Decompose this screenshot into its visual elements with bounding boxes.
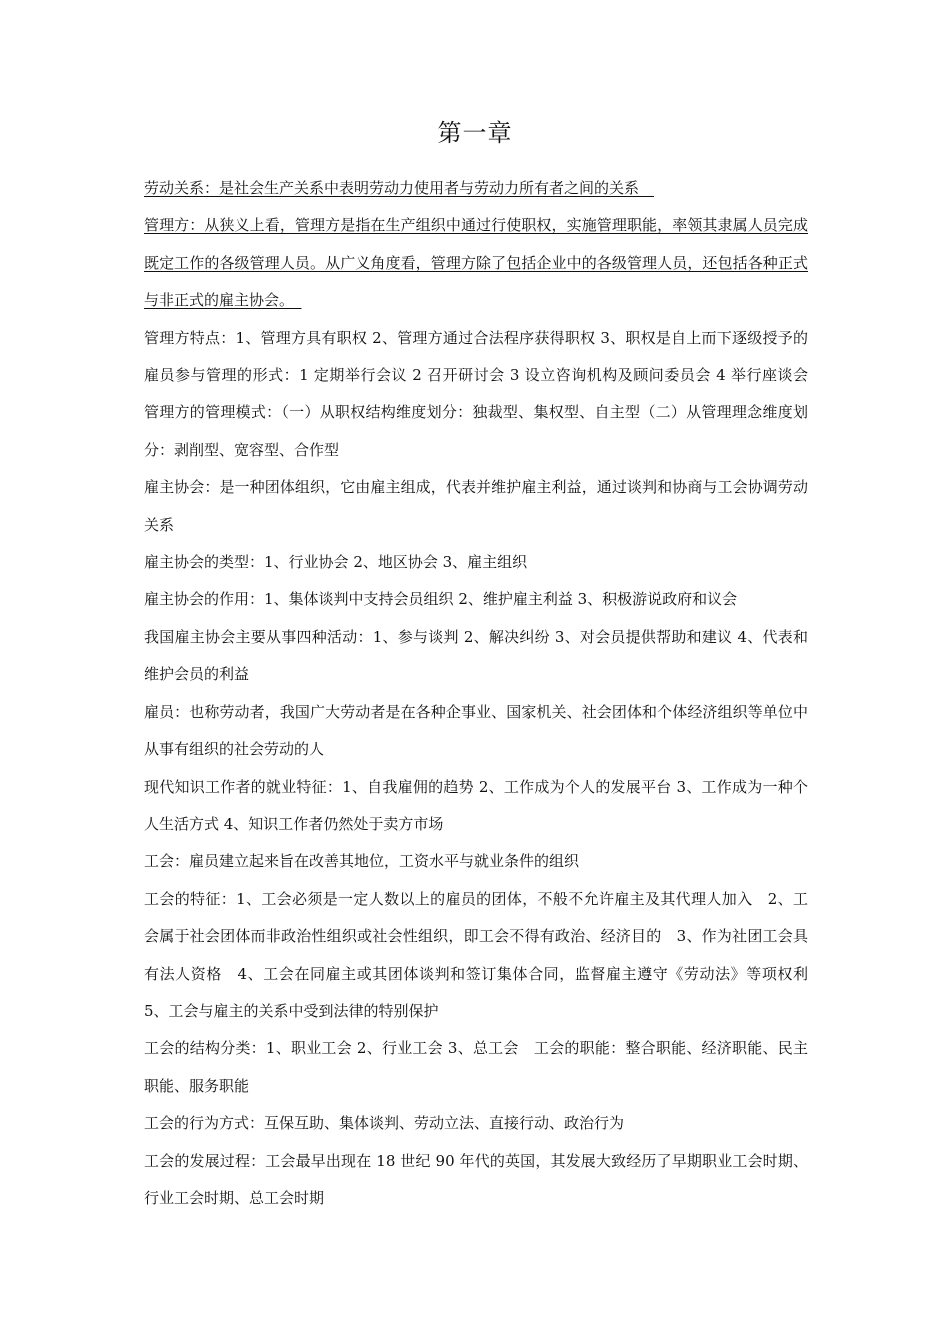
paragraph-employer-association: 雇主协会：是一种团体组织，它由雇主组成，代表并维护雇主利益，通过谈判和协商与工会协调劳动关系	[144, 478, 808, 534]
paragraph-text: 劳动关系：是社会生产关系中表明劳动力使用者与劳动力所有者之间的关系	[144, 179, 655, 197]
paragraph-employee: 雇员：也称劳动者，我国广大劳动者是在各种企事业、国家机关、社会团体和个体经济组织等单位中从事有组织的社会劳动的人	[144, 702, 808, 759]
chapter-title: 第一章	[437, 119, 513, 147]
paragraph-knowledge-workers: 现代知识工作者的就业特征：1、自我雇佣的趋势 2、工作成为个人的发展平台 3、工作成为一种个人生活方式 4、知识工作者仍然处于卖方市场	[144, 777, 808, 833]
paragraph-association-activities: 我国雇主协会主要从事四种活动：1、参与谈判 2、解决纠纷 3、对会员提供帮助和建议 4、代表和维护会员的利益	[144, 627, 808, 684]
paragraph-association-types: 雇主协会的类型：1、行业协会 2、地区协会 3、雇主组织	[144, 553, 528, 572]
paragraph-management-definition	[144, 207, 808, 319]
paragraph-association-roles: 雇主协会的作用：1、集体谈判中支持会员组织 2、维护雇主利益 3、积极游说政府和议会	[144, 590, 738, 609]
paragraph-union-structure: 工会的结构分类：1、职业工会 2、行业工会 3、总工会 工会的职能：整合职能、经济职能、民主职能、服务职能	[144, 1039, 808, 1095]
paragraph-labor-relations	[144, 170, 808, 207]
paragraph-union-actions: 工会的行为方式：互保互助、集体谈判、劳动立法、直接行动、政治行为	[144, 1114, 625, 1133]
paragraph-management-features: 管理方特点：1、管理方具有职权 2、管理方通过合法程序获得职权 3、职权是自上而下逐级授予的 雇员参与管理的形式：1 定期举行会议 2 召开研讨会 3 设立咨询机构及顾问委员会 4 举行座谈会 管理方的管理模式：（一）从职权结构维度划分：独裁型、集权型、自主型（二）从管理理念维度划分：剥削型、宽容型、合作型	[144, 328, 824, 459]
paragraph-union-features: 工会的特征：1、工会必须是一定人数以上的雇员的团体，不般不允许雇主及其代理人加入 2、工会属于社会团体而非政治性组织或社会性组织，即工会不得有政治、经济目的 3、作为社团工会具有法人资格 4、工会在同雇主或其团体谈判和签订集体合同，监督雇主遵守《劳动法》等项权利 5、工会与雇主的关系中受到法律的特别保护	[144, 889, 824, 1020]
paragraph-text: 管理方：从狭义上看，管理方是指在生产组织中通过行使职权，实施管理职能，率领其隶属人员完成既定工作的各级管理人员。从广义角度看，管理方除了包括企业中的各级管理人员，还包括各种正式与非正式的雇主协会。	[144, 216, 808, 310]
document-body	[144, 170, 824, 1217]
paragraph-union: 工会：雇员建立起来旨在改善其地位，工资水平与就业条件的组织	[144, 852, 580, 871]
paragraph-union-history: 工会的发展过程：工会最早出现在 18 世纪 90 年代的英国，其发展大致经历了早期职业工会时期、行业工会时期、总工会时期	[144, 1151, 808, 1207]
